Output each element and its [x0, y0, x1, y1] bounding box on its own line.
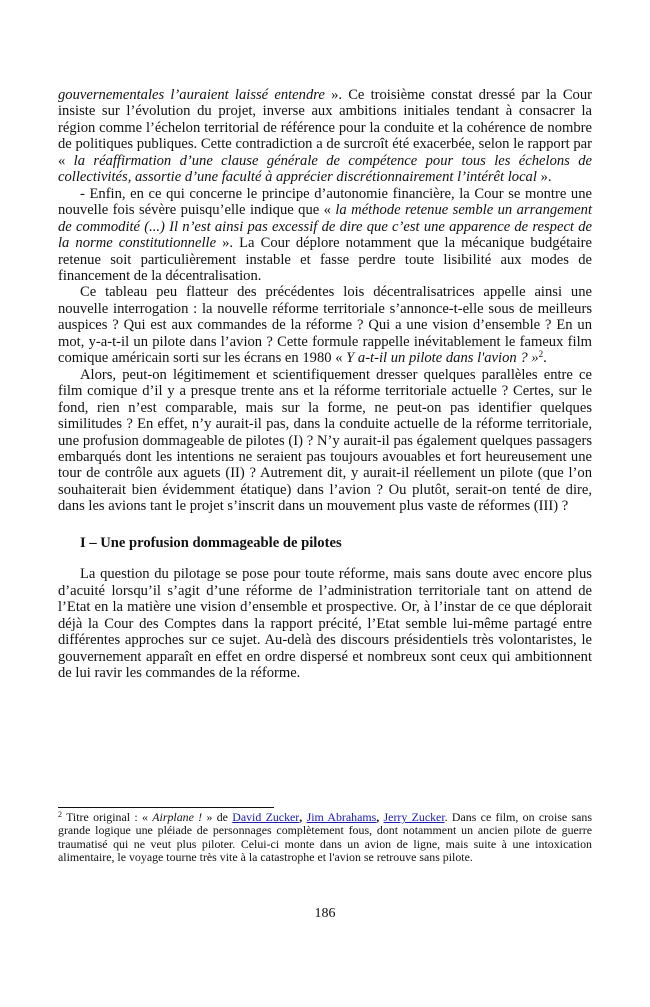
footnote-marker: 2: [58, 810, 62, 819]
text-segment: .: [543, 350, 547, 367]
link-jerry-zucker[interactable]: Jerry Zucker: [383, 810, 445, 824]
footnote-reference[interactable]: 2: [538, 349, 544, 360]
text-segment: La question du pilotage se pose pour toute réforme, mais sans doute avec encore plus d’acuité lorsqu’il s’agit d’une réforme de l’administration territoriale tant on attend de l’Etat en la matière une vision d’ensemble et prospective. Or, à l’instar de ce que déplorait déjà la Cour des Comptes dans la rapport précité, l’Etat semble lui-même partagé entre différentes approches sur ce sujet. Au-delà des discours présidentiels très volontaristes, le gouvernement apparaît en effet en ordre dispersé et nombreux sont ceux qui ambitionnent de lui ravir les commandes de la réforme.: [58, 566, 592, 681]
link-jim-abrahams[interactable]: Jim Abrahams: [306, 810, 377, 824]
paragraph-3: [58, 284, 592, 366]
text-segment: gouvernementales l’auraient laissé entendre: [58, 87, 325, 103]
text-segment: Ce tableau peu flatteur des précédentes lois décentralisatrices appelle ainsi une nouvelle interrogation : la nouvelle réforme territoriale s’annonce-t-elle sous de meilleurs auspices ? Qui est aux commandes de la réforme ? Qui a une vision d’ensemble ? En un mot, y-a-t-il un pilote dans l’avion ? Cette formule rappelle inévitablement le fameux film comique américain sorti sur les écrans en 1980 «: [58, 284, 592, 367]
footnote-film-title: Airplane !: [152, 810, 203, 824]
footnote-text: Titre original : «: [62, 810, 153, 824]
page-number: 186: [314, 906, 336, 921]
quote-segment: la méthode retenue semble un arrangement de commodité (...) Il n’est ainsi pas excessif de dire que c’est une apparence de respect de la norme constitutionnelle: [58, 202, 593, 252]
section-heading: I – Une profusion dommageable de pilotes: [80, 534, 342, 551]
text-segment: ». La Cour déplore notamment que la mécanique budgétaire retenue soit particulièrement instable et fasse perdre toute lisibilité aux modes de financement de la décentralisation.: [58, 235, 592, 284]
link-separator: ,: [376, 810, 384, 824]
footnote-text: » de: [202, 810, 233, 824]
link-david-zucker[interactable]: David Zucker: [232, 810, 300, 824]
paragraph-1: [58, 87, 592, 186]
film-title-segment: Y a-t-il un pilote dans l'avion ? »: [346, 350, 539, 367]
quote-segment: la réaffirmation d’une clause générale de compétence pour tous les échelons de collectivités, assortie d’une faculté à apprécier discrétionnairement l’intérêt local: [58, 152, 592, 186]
text-segment: ». Ce troisième constat dressé par la Cour insiste sur l’évolution du projet, inverse aux ambitions initiales tendant à consacrer la région comme l’échelon territorial de référence pour la conduite et la cohérence de nombre de politiques publiques. Cette contradiction a de surcroît été exacerbée, selon le rapport par «: [58, 87, 593, 169]
link-separator: ,: [299, 810, 307, 824]
footnote-text: . Dans ce film, on croise sans grande logique une pléiade de personnages complètement fous, dont notamment un ancien pilote de guerre traumatisé qui ne veut plus piloter. Celui-ci monte dans un avion de ligne, mais suite à une intoxication alimentaire, le voyage tourne très vite à la catastrophe et l'avion se retrouve sans pilote.: [58, 810, 592, 865]
paragraph-4: [58, 367, 592, 515]
paragraph-5: [58, 566, 592, 681]
text-segment: ».: [536, 169, 552, 186]
footnote: [58, 811, 592, 865]
text-segment: Alors, peut-on légitimement et scientifiquement dresser quelques parallèles entre ce film comique d’il y a presque trente ans et la réforme territoriale actuelle ? Certes, sur le fond, rien n’est comparable, mais sur la forme, ne peut-on pas identifier quelques similitudes ? En effet, n’y aurait-il pas, dans la conduite actuelle de la réforme territoriale, une profusion dommageable de pilotes (I) ? N’y aurait-il pas également quelques passagers embarqués dont les intentions ne seraient pas toujours avouables et fort heureusement une tour de contrôle aux aguets (II) ? Autrement dit, y aurait-il réellement un pilote (que l’on souhaiterait bien évidemment étatique) dans l’avion ? Ou plutôt, serait-on tenté de dire, dans les avions tant le projet s’inscrit dans un mouvement plus vaste de réformes (III) ?: [58, 366, 592, 515]
body-text: [58, 87, 592, 681]
paragraph-2: [58, 186, 592, 285]
text-segment: - Enfin, en ce qui concerne le principe d’autonomie financière, la Cour se montre une nouvelle fois sévère puisqu’elle indique que «: [58, 185, 592, 219]
footnote-separator: [58, 807, 274, 808]
